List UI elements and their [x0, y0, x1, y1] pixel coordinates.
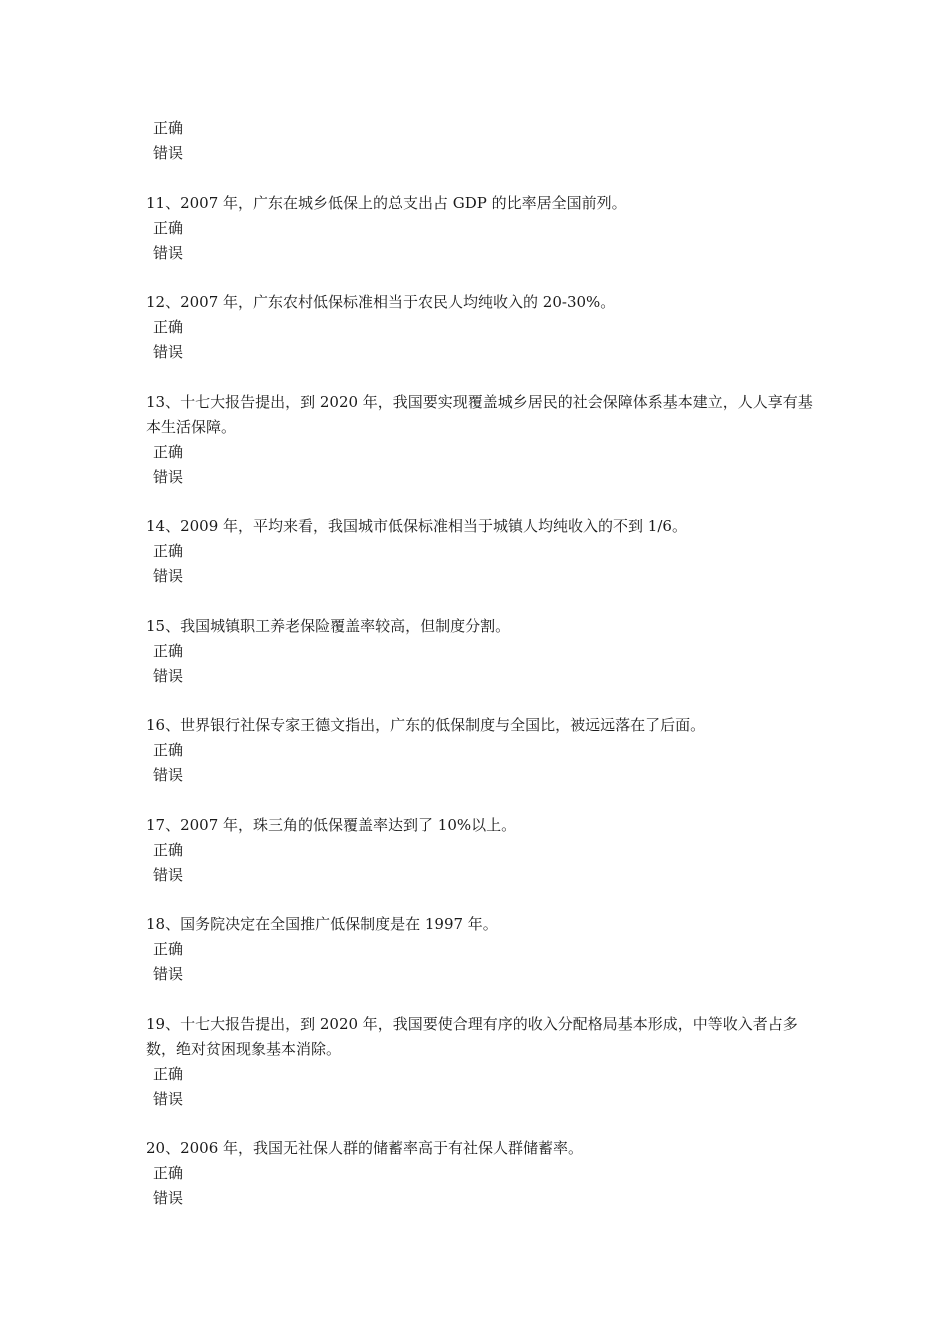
q16-option-correct[interactable]: 正确: [153, 741, 184, 759]
question-20: 20、2006 年，我国无社保人群的储蓄率高于有社保人群储蓄率。: [146, 1139, 584, 1157]
question-12: 12、2007 年，广东农村低保标准相当于农民人均纯收入的 20-30%。: [146, 293, 616, 311]
q18-option-wrong[interactable]: 错误: [153, 965, 184, 983]
q20-option-wrong[interactable]: 错误: [153, 1189, 184, 1207]
q19-option-wrong[interactable]: 错误: [153, 1090, 184, 1108]
question-13: 13、十七大报告提出，到 2020 年，我国要实现覆盖城乡居民的社会保障体系基本建立，人人享有基本生活保障。: [146, 393, 813, 436]
option-correct[interactable]: 正确: [153, 119, 184, 137]
q16-option-wrong[interactable]: 错误: [153, 766, 184, 784]
q19-option-correct[interactable]: 正确: [153, 1065, 184, 1083]
question-14: 14、2009 年，平均来看，我国城市低保标准相当于城镇人均纯收入的不到 1/6。: [146, 517, 687, 535]
q20-option-correct[interactable]: 正确: [153, 1164, 184, 1182]
question-19: 19、十七大报告提出，到 2020 年，我国要使合理有序的收入分配格局基本形成，中等收入者占多数，绝对贫困现象基本消除。: [146, 1015, 798, 1058]
q14-option-correct[interactable]: 正确: [153, 542, 184, 560]
q18-option-correct[interactable]: 正确: [153, 940, 184, 958]
q11-option-correct[interactable]: 正确: [153, 219, 184, 237]
q13-option-wrong[interactable]: 错误: [153, 468, 184, 486]
q15-option-wrong[interactable]: 错误: [153, 667, 184, 685]
question-17: 17、2007 年，珠三角的低保覆盖率达到了 10%以上。: [146, 816, 517, 834]
q12-option-correct[interactable]: 正确: [153, 318, 184, 336]
question-15: 15、我国城镇职工养老保险覆盖率较高，但制度分割。: [146, 617, 511, 635]
option-wrong[interactable]: 错误: [153, 144, 184, 162]
question-18: 18、国务院决定在全国推广低保制度是在 1997 年。: [146, 915, 498, 933]
q11-option-wrong[interactable]: 错误: [153, 244, 184, 262]
q14-option-wrong[interactable]: 错误: [153, 567, 184, 585]
q17-option-correct[interactable]: 正确: [153, 841, 184, 859]
question-16: 16、世界银行社保专家王德文指出，广东的低保制度与全国比，被远远落在了后面。: [146, 716, 706, 734]
q17-option-wrong[interactable]: 错误: [153, 866, 184, 884]
q15-option-correct[interactable]: 正确: [153, 642, 184, 660]
q12-option-wrong[interactable]: 错误: [153, 343, 184, 361]
q13-option-correct[interactable]: 正确: [153, 443, 184, 461]
question-11: 11、2007 年，广东在城乡低保上的总支出占 GDP 的比率居全国前列。: [146, 194, 627, 212]
